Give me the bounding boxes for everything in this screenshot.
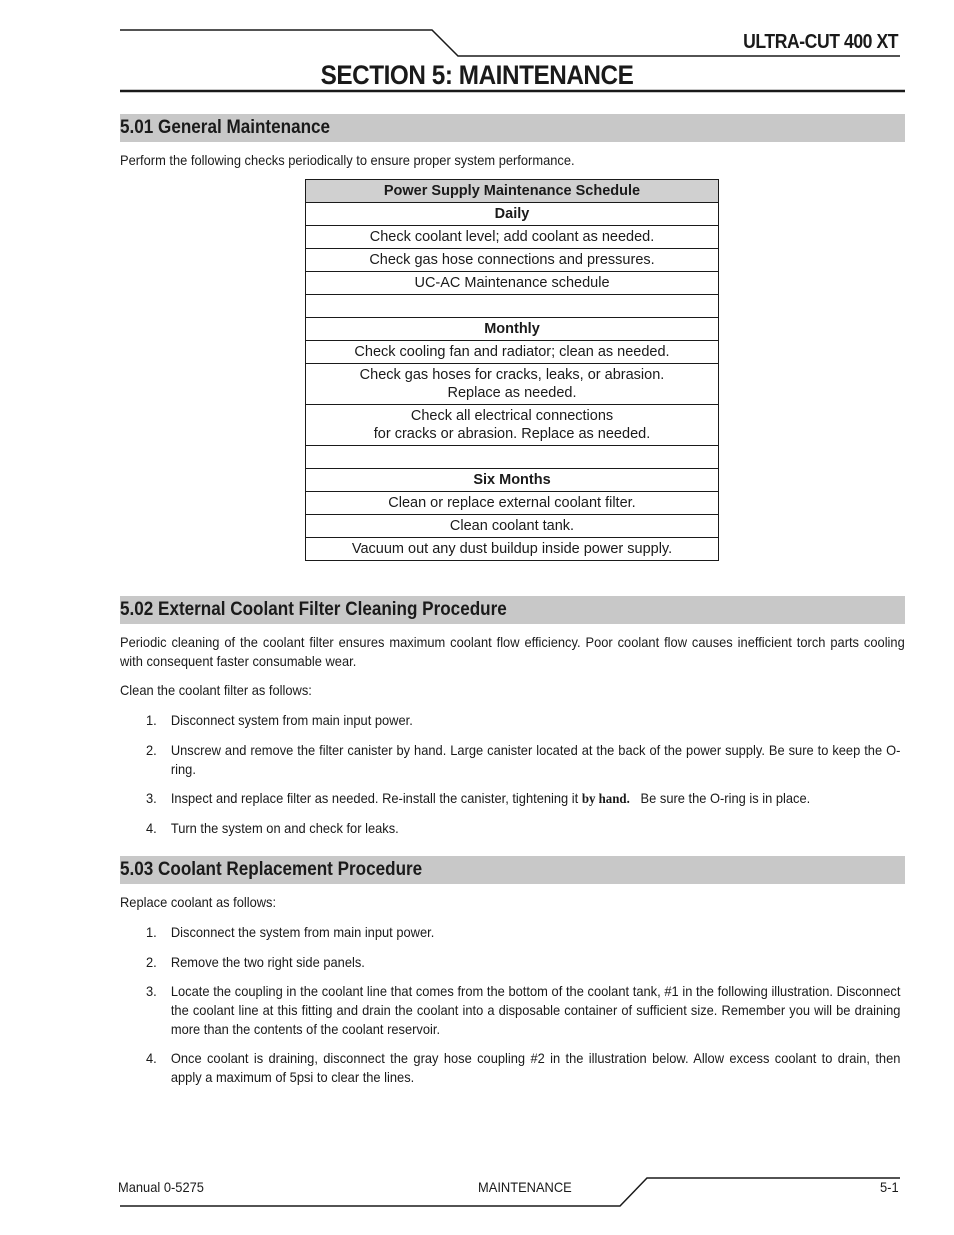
table-row: UC-AC Maintenance schedule (306, 272, 719, 295)
section-heading-5-02: 5.02 External Coolant Filter Cleaning Procedure (120, 596, 905, 624)
footer-section-name: MAINTENANCE (478, 1179, 572, 1195)
table-row: Check cooling fan and radiator; clean as needed. (306, 341, 719, 364)
table-row: Clean or replace external coolant filter. (306, 492, 719, 515)
page-title: SECTION 5: MAINTENANCE (320, 60, 634, 90)
table-row: Vacuum out any dust buildup inside power supply. (306, 538, 719, 561)
maintenance-schedule-table (305, 179, 719, 561)
product-name: ULTRA-CUT 400 XT (743, 31, 898, 53)
manual-number: Manual 0-5275 (118, 1179, 204, 1195)
table-row: Check all electrical connections for cracks or abrasion. Replace as needed. (306, 405, 719, 446)
table-row: Clean coolant tank. (306, 515, 719, 538)
page-number: 5-1 (880, 1179, 899, 1195)
table-row: Check gas hose connections and pressures. (306, 249, 719, 272)
table-subheader-monthly: Monthly (306, 318, 719, 341)
table-row-blank (306, 295, 719, 318)
table-row: Check gas hoses for cracks, leaks, or abrasion. Replace as needed. (306, 364, 719, 405)
table-subheader-six-months: Six Months (306, 469, 719, 492)
section-paragraph: Clean the coolant filter as follows: (120, 682, 312, 698)
section-intro: Perform the following checks periodically to ensure proper system performance. (120, 152, 575, 168)
emphasis-text: by hand. (581, 792, 630, 807)
table-title: Power Supply Maintenance Schedule (306, 180, 719, 203)
table-row: Check coolant level; add coolant as needed. (306, 226, 719, 249)
section-paragraph: Replace coolant as follows: (120, 894, 277, 910)
section-heading-5-03: 5.03 Coolant Replacement Procedure (120, 856, 905, 884)
section-heading-5-01: 5.01 General Maintenance (120, 114, 905, 142)
section-paragraph: Periodic cleaning of the coolant filter ensures maximum coolant flow efficiency. Poor coolant flow causes inefficient torch parts cooling with consequent faster consumable wear. (120, 634, 905, 669)
table-subheader-daily: Daily (306, 203, 719, 226)
table-row-blank (306, 446, 719, 469)
